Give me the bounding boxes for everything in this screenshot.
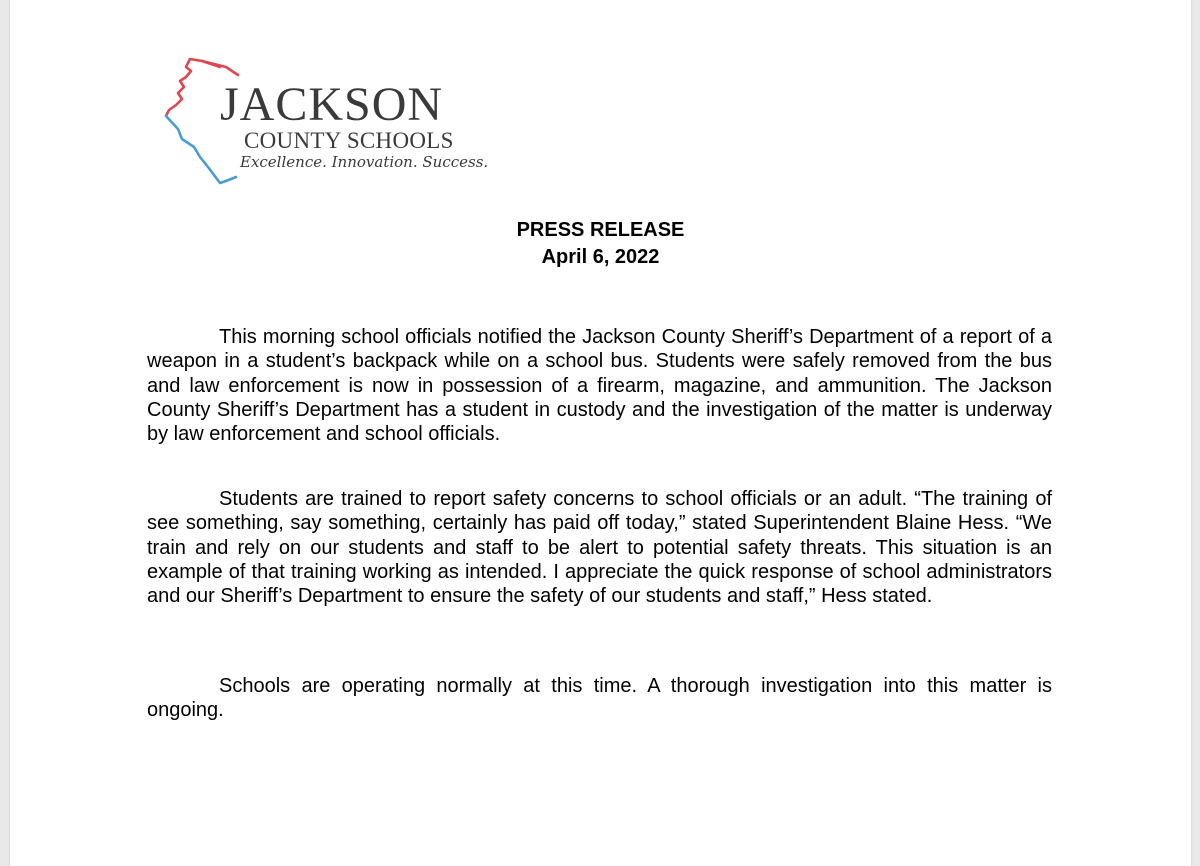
logo-subtitle: COUNTY SCHOOLS [244,128,454,153]
logo-tagline: Excellence. Innovation. Success. [240,153,489,171]
paragraph-superintendent-quote: Students are trained to report safety concerns to school officials or an adult. “The training of see something, say something, certainly has paid off today,” stated Superintendent Blaine Hess. “We train and rely on our students and staff to be alert to potential safety threats. This situation is an example of that training working as intended. I appreciate the quick response of school administrators and our Sheriff’s Department to ensure the safety of our students and staff,” Hess stated. [147,488,1052,608]
document-page [10,0,1191,866]
logo-brand-name: JACKSON [220,78,444,131]
logo-wordmark [220,78,444,131]
paragraph-incident: This morning school officials notified the Jackson County Sheriff’s Department of a report of a weapon in a student’s backpack while on a school bus. Students were safely removed from the bus and law enforcement is now in possession of a firearm, magazine, and ammunition. The Jackson County Sheriff’s Department has a student in custody and the investigation of the matter is underway by law enforcement and school officials. [147,326,1052,446]
paragraph-status: Schools are operating normally at this time. A thorough investigation into this matter is ongoing. [147,675,1052,722]
jackson-county-schools-logo [160,55,489,190]
press-release-title: PRESS RELEASE [516,219,685,241]
press-release-date: April 6, 2022 [541,246,660,268]
